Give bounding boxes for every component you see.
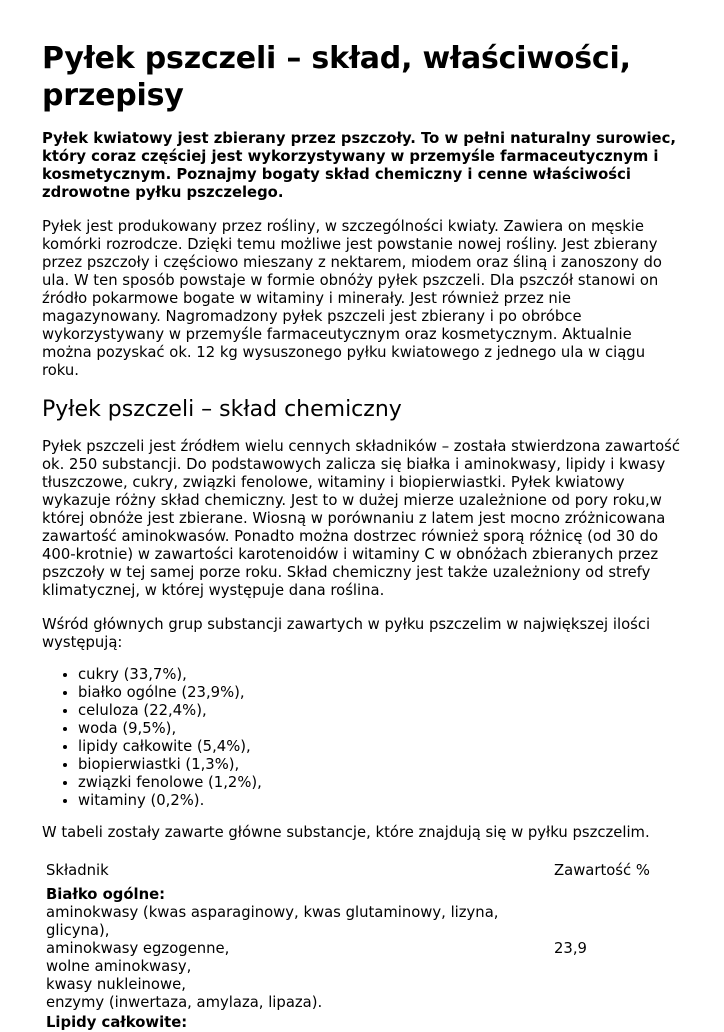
table-intro: W tabeli zostały zawarte główne substancje, które znajdują się w pyłku pszczelim. (42, 824, 650, 841)
substance-detail: aminokwasy (kwas asparaginowy, kwas glutaminowy, lizyna, glicyna), (46, 904, 499, 939)
list-item: • celuloza (22,4%), (78, 702, 682, 720)
list-item: • związki fenolowe (1,2%), (78, 774, 682, 792)
substance-name: Białko ogólne: (46, 886, 166, 903)
table-row (46, 1012, 650, 1032)
table-header-content: Zawartość % (554, 862, 650, 879)
composition-paragraph: Pyłek pszczeli jest źródłem wielu cennych składników – została stwierdzona zawartość ok. 250 substancji. Do podstawowych zalicza się białka i aminokwasy, lipidy i kwasy tłuszczowe, cukry, związki fenolowe, witaminy i biopierwiastki. Pyłek kwiatowy wykazuje różny skład chemiczny. Jest to w dużej mierze uzależnione od pory roku,w której obnóże jest zbierane. Wiosną w porównaniu z latem jest mocno zróżnicowana zawartość aminokwasów. Ponadto można dostrzec również sporą różnicę (od 30 do 400-krotnie) w zawartości karotenoidów i witaminy C w obnóżach zbieranych przez pszczoły w tej samej porze roku. Skład chemiczny jest także uzależniony od strefy klimatycznej, w której występuje dana roślina. (42, 438, 680, 599)
intro-paragraph: Pyłek jest produkowany przez rośliny, w szczególności kwiaty. Zawiera on męskie komórki rozrodcze. Dzięki temu możliwe jest powstanie nowej rośliny. Jest zbierany przez pszczoły i częściowo mieszany z nektarem, miodem oraz śliną i zanoszony do ula. W ten sposób powstaje w formie obnóży pyłek pszczeli. Dla pszczół stanowi on źródło pokarmowe bogate w witaminy i minerały. Jest również przez nie magazynowany. Nagromadzony pyłek pszczeli jest zbierany i po obróbce wykorzystywany w przemyśle farmaceutycznym oraz kosmetycznym. Aktualnie można pozyskać ok. 12 kg wysuszonego pyłku kwiatowego z jednego ula w ciągu roku. (42, 218, 662, 379)
list-item: • białko ogólne (23,9%), (78, 684, 682, 702)
substance-detail: enzymy (inwertaza, amylaza, lipaza). (46, 994, 323, 1011)
table-header-component: Składnik (46, 862, 109, 879)
section-heading: Pyłek pszczeli – skład chemiczny (42, 397, 402, 422)
list-intro: Wśród głównych grup substancji zawartych w pyłku pszczelim w największej ilości występują: (42, 616, 651, 651)
table-cell-value (554, 1012, 650, 1032)
substance-detail: kwasy nukleinowe, (46, 976, 186, 993)
substance-detail: wolne aminokwasy, (46, 958, 192, 975)
list-item: • witaminy (0,2%). (78, 792, 682, 810)
table-cell-value: 23,9 (554, 940, 587, 957)
table-header-row (46, 862, 650, 886)
substance-name: Lipidy całkowite: (46, 1014, 188, 1031)
substance-detail: aminokwasy egzogenne, (46, 940, 230, 957)
table-cell-component (46, 886, 554, 1012)
substance-list (42, 666, 682, 810)
list-item: • cukry (33,7%), (78, 666, 682, 684)
article-lead: Pyłek kwiatowy jest zbierany przez pszczoły. To w pełni naturalny surowiec, który coraz częściej jest wykorzystywany w przemyśle farmaceutycznym i kosmetycznym. Poznajmy bogaty skład chemiczny i cenne właściwości zdrowotne pyłku pszczelego. (42, 130, 676, 201)
list-item: • biopierwiastki (1,3%), (78, 756, 682, 774)
list-item: • lipidy całkowite (5,4%), (78, 738, 682, 756)
table-row (46, 886, 650, 1012)
list-item: • woda (9,5%), (78, 720, 682, 738)
article-title: Pyłek pszczeli – skład, właściwości, przepisy (42, 41, 631, 113)
table-cell-component (46, 1012, 554, 1032)
composition-table (46, 862, 650, 1032)
